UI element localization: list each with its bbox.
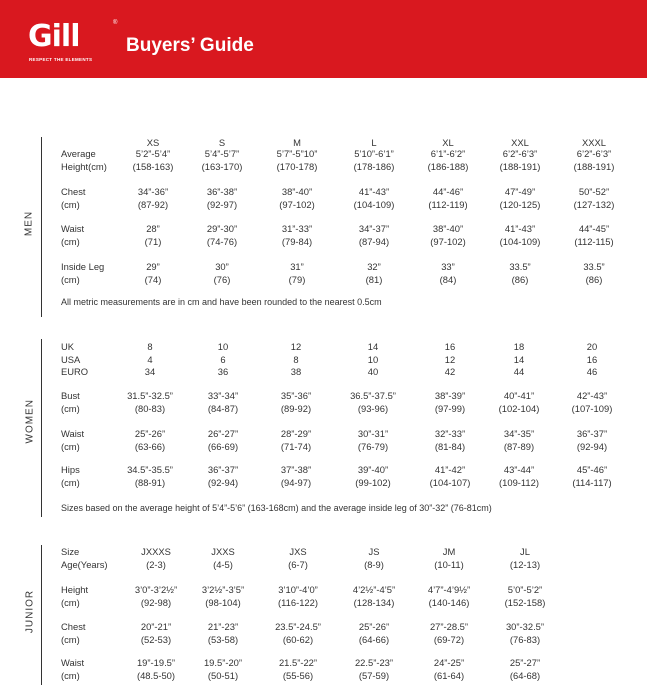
table-cell: 32”-33” (81-84) bbox=[434, 428, 466, 452]
table-cell: 43”-44” (109-112) bbox=[499, 464, 539, 488]
table-cell: 32” (81) bbox=[365, 261, 383, 285]
table-cell: 5’2”-5’4” (158-163) bbox=[132, 148, 174, 172]
table-cell: 36”-37” (92-94) bbox=[576, 428, 608, 452]
table-cell: 26”-27” (66-69) bbox=[207, 428, 239, 452]
table-cell: 33.5” (86) bbox=[509, 261, 531, 285]
men-size-l: L bbox=[371, 137, 377, 148]
table-cell: 31” (79) bbox=[288, 261, 306, 285]
table-cell: 44”-46” (112-119) bbox=[428, 186, 468, 210]
men-note: All metric measurements are in cm and have been rounded to the nearest 0.5cm bbox=[61, 297, 382, 307]
men-size-xxl: XXL bbox=[511, 137, 529, 148]
table-cell: 20”-21” (52-53) bbox=[140, 621, 172, 645]
junior-section-label: JUNIOR bbox=[24, 589, 36, 634]
table-cell: 45”-46” (114-117) bbox=[572, 464, 612, 488]
gill-logo: Gill bbox=[28, 19, 80, 54]
table-cell: 8 4 34 bbox=[144, 341, 156, 377]
table-cell: 21.5”-22” (55-56) bbox=[278, 657, 318, 681]
table-cell: 25”-26” (63-66) bbox=[134, 428, 166, 452]
table-cell: 5’4”-5’7” (163-170) bbox=[201, 148, 243, 172]
table-cell: 34”-37” (87-94) bbox=[358, 223, 390, 247]
table-cell: 22.5”-23” (57-59) bbox=[354, 657, 394, 681]
table-cell: 40”-41” (102-104) bbox=[498, 390, 540, 414]
table-cell: 29”-30” (74-76) bbox=[206, 223, 238, 247]
table-cell: 33” (84) bbox=[439, 261, 457, 285]
men-size-xs: XS bbox=[146, 137, 160, 148]
registered-mark: ® bbox=[113, 20, 118, 26]
table-cell: 30”-32.5” (76-83) bbox=[505, 621, 545, 645]
table-cell: 23.5”-24.5” (60-62) bbox=[275, 621, 321, 645]
table-cell: 5’7”-5”10” (170-178) bbox=[276, 148, 318, 172]
men-section-rule bbox=[41, 137, 42, 317]
table-cell: 35”-36” (89-92) bbox=[280, 390, 312, 414]
women-section-label: WOMEN bbox=[24, 399, 36, 444]
table-cell: 19.5”-20” (50-51) bbox=[203, 657, 243, 681]
table-cell: 16 12 42 bbox=[444, 341, 456, 377]
table-cell: 47”-49” (120-125) bbox=[499, 186, 541, 210]
row-label: Waist (cm) bbox=[61, 223, 85, 247]
table-cell: JXXXS (2-3) bbox=[141, 546, 171, 570]
table-cell: 25”-27” (64-68) bbox=[509, 657, 541, 681]
table-cell: 25”-26” (64-66) bbox=[358, 621, 390, 645]
table-cell: 44”-45” (112-115) bbox=[574, 223, 614, 247]
table-cell: 31.5”-32.5” (80-83) bbox=[127, 390, 173, 414]
table-cell: 20 16 46 bbox=[586, 341, 598, 377]
table-cell: 24”-25” (61-64) bbox=[433, 657, 465, 681]
row-label: Waist (cm) bbox=[61, 657, 85, 681]
table-cell: 10 6 36 bbox=[217, 341, 229, 377]
row-label: Average Height(cm) bbox=[61, 148, 107, 172]
table-cell: 14 10 40 bbox=[367, 341, 379, 377]
table-cell: 6’2”-6’3” (188-191) bbox=[499, 148, 541, 172]
table-cell: JM (10-11) bbox=[434, 546, 464, 570]
row-label: Chest (cm) bbox=[61, 186, 86, 210]
junior-section-rule bbox=[41, 545, 42, 685]
row-label: Height (cm) bbox=[61, 584, 89, 608]
table-cell: 4’2½”-4’5” (128-134) bbox=[352, 584, 396, 608]
table-cell: JL (12-13) bbox=[509, 546, 541, 570]
table-cell: 36”-37” (92-94) bbox=[207, 464, 239, 488]
table-cell: 5’0”-5’2” (152-158) bbox=[504, 584, 546, 608]
table-cell: 38”-39” (97-99) bbox=[434, 390, 466, 414]
table-cell: 36.5”-37.5” (93-96) bbox=[350, 390, 396, 414]
table-cell: JXS (6-7) bbox=[288, 546, 308, 570]
row-label: Size Age(Years) bbox=[61, 546, 108, 570]
table-cell: 3’2½”-3’5” (98-104) bbox=[201, 584, 245, 608]
table-cell: 41”-43” (104-109) bbox=[499, 223, 541, 247]
table-cell: 41”-43” (104-109) bbox=[353, 186, 395, 210]
table-cell: 19”-19.5” (48.5-50) bbox=[136, 657, 176, 681]
table-cell: 33”-34” (84-87) bbox=[207, 390, 239, 414]
table-cell: 28” (71) bbox=[144, 223, 162, 247]
men-size-xl: XL bbox=[442, 137, 454, 148]
table-cell: 37”-38” (94-97) bbox=[280, 464, 312, 488]
page-title: Buyers’ Guide bbox=[126, 35, 254, 56]
men-size-m: M bbox=[293, 137, 301, 148]
table-cell: 34”-35” (87-89) bbox=[503, 428, 535, 452]
table-cell: 21”-23” (53-58) bbox=[207, 621, 239, 645]
table-cell: 28”-29” (71-74) bbox=[280, 428, 312, 452]
logo-tagline: RESPECT THE ELEMENTS bbox=[29, 57, 93, 62]
table-cell: 27”-28.5” (69-72) bbox=[429, 621, 469, 645]
table-cell: 18 14 44 bbox=[513, 341, 525, 377]
table-cell: 38”-40” (97-102) bbox=[279, 186, 315, 210]
women-note: Sizes based on the average height of 5’4”-5’6” (163-168cm) and the average inside leg of 30”-32” (76-81cm) bbox=[61, 503, 492, 513]
table-cell: 50”-52” (127-132) bbox=[573, 186, 615, 210]
table-cell: 33.5” (86) bbox=[583, 261, 605, 285]
table-cell: 6’2”-6’3” (188-191) bbox=[573, 148, 615, 172]
women-section-rule bbox=[41, 339, 42, 517]
table-cell: 4’7”-4’9½” (140-146) bbox=[427, 584, 471, 608]
row-label: Bust (cm) bbox=[61, 390, 80, 414]
table-cell: 30” (76) bbox=[213, 261, 231, 285]
table-cell: 31”-33” (79-84) bbox=[281, 223, 313, 247]
men-section-label: MEN bbox=[23, 210, 35, 237]
row-label: Hips (cm) bbox=[61, 464, 80, 488]
table-cell: 41”-42” (104-107) bbox=[429, 464, 471, 488]
header-banner bbox=[0, 0, 647, 78]
table-cell: 3’10”-4’0” (116-122) bbox=[278, 584, 318, 608]
table-cell: 12 8 38 bbox=[290, 341, 302, 377]
row-label: Inside Leg (cm) bbox=[61, 261, 105, 285]
table-cell: 39”-40” (99-102) bbox=[355, 464, 391, 488]
table-cell: 38”-40” (97-102) bbox=[430, 223, 466, 247]
men-size-xxxl: XXXL bbox=[582, 137, 606, 148]
table-cell: 42”-43” (107-109) bbox=[571, 390, 613, 414]
table-cell: 36”-38” (92-97) bbox=[206, 186, 238, 210]
table-cell: JXXS (4-5) bbox=[211, 546, 235, 570]
table-cell: 5’10”-6’1” (178-186) bbox=[353, 148, 395, 172]
table-cell: 6’1”-6’2” (186-188) bbox=[427, 148, 469, 172]
men-size-s: S bbox=[218, 137, 226, 148]
table-cell: 3’0”-3’2½” (92-98) bbox=[134, 584, 178, 608]
table-cell: 30”-31” (76-79) bbox=[357, 428, 389, 452]
table-cell: 34”-36” (87-92) bbox=[137, 186, 169, 210]
table-cell: 34.5”-35.5” (88-91) bbox=[127, 464, 173, 488]
row-label: Waist (cm) bbox=[61, 428, 85, 452]
table-cell: 29” (74) bbox=[144, 261, 162, 285]
row-label: Chest (cm) bbox=[61, 621, 86, 645]
row-label: UK USA EURO bbox=[61, 341, 89, 377]
table-cell: JS (8-9) bbox=[364, 546, 384, 570]
